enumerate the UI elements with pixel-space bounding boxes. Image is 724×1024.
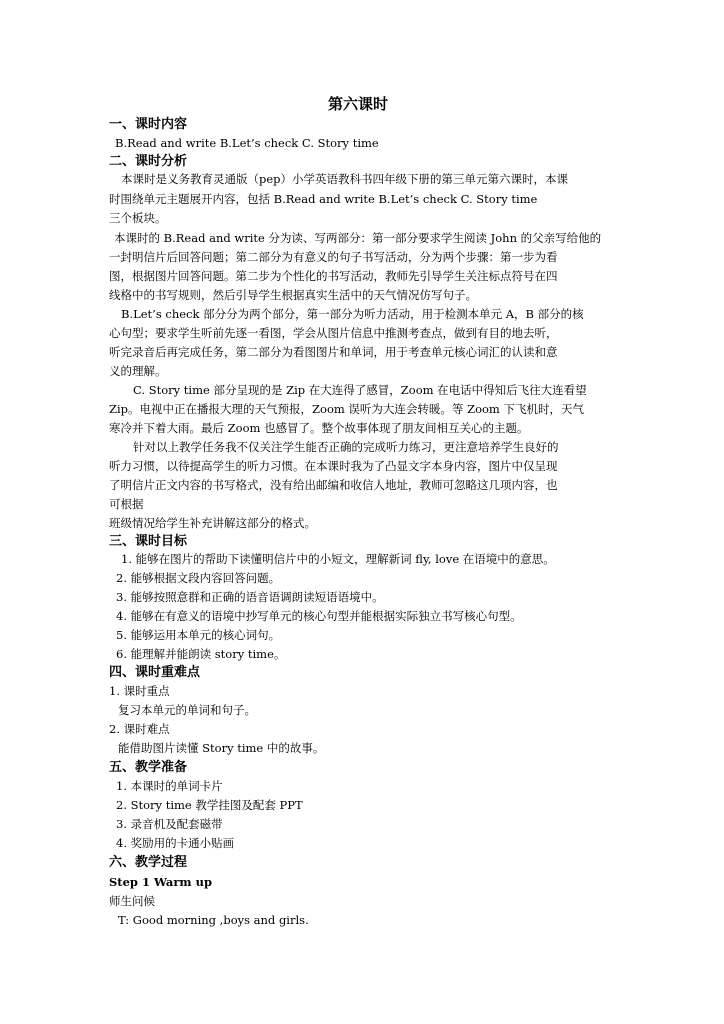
list-item: 6. 能理解并能朗读 story time。 <box>116 647 286 661</box>
paragraph-line: 三个板块。 <box>109 211 167 225</box>
paragraph-line: 寒冷并下着大雨。最后 Zoom 也感冒了。整个故事体现了朋友间相互关心的主题。 <box>109 421 529 435</box>
paragraph-line: 班级情况给学生补充讲解这部分的格式。 <box>109 516 316 530</box>
section-heading-content: 一、课时内容 <box>109 117 188 132</box>
list-item: 1. 本课时的单词卡片 <box>116 779 223 793</box>
list-item: 1. 能够在图片的帮助下读懂明信片中的小短文，理解新词 fly, love 在语境中的意思。 <box>121 552 555 566</box>
paragraph-line: 可根据 <box>109 497 144 511</box>
paragraph-line: Zip。电视中正在播报大理的天气预报，Zoom 误听为大连会转暖。等 Zoom 下飞机时，天气 <box>109 402 584 416</box>
paragraph-line: 本课时是义务教育灵通版（pep）小学英语教科书四年级下册的第三单元第六课时，本课 <box>121 172 569 186</box>
paragraph-line: 时围绕单元主题展开内容，包括 B.Read and write B.Let’s check C. Story time <box>109 192 538 206</box>
section-heading-process: 六、教学过程 <box>109 855 188 870</box>
paragraph-line: 了明信片正文内容的书写格式，没有给出邮编和收信人地址，教师可忽略这几项内容，也 <box>109 478 558 492</box>
list-item: 2. Story time 教学挂图及配套 PPT <box>116 798 303 812</box>
paragraph-line: 针对以上教学任务我不仅关注学生能否正确的完成听力练习，更注意培养学生良好的 <box>133 440 559 454</box>
paragraph-line: 线格中的书写规则，然后引导学生根据真实生活中的天气情况仿写句子。 <box>109 288 477 302</box>
section-heading-analysis: 二、课时分析 <box>109 154 188 169</box>
paragraph-line: C. Story time 部分呈现的是 Zip 在大连得了感冒，Zoom 在电话中得知后飞往大连看望 <box>133 383 587 397</box>
list-item: 1. 课时重点 <box>109 684 170 698</box>
paragraph-line: B.Read and write B.Let’s check C. Story time <box>115 136 379 150</box>
paragraph-line: T: Good morning ,boys and girls. <box>118 913 309 927</box>
page-title: 第六课时 <box>328 95 389 113</box>
list-item: 复习本单元的单词和句子。 <box>118 703 256 717</box>
paragraph-line: 图，根据图片回答问题。第二步为个性化的书写活动，教师先引导学生关注标点符号在四 <box>109 269 558 283</box>
paragraph-line: 本课时的 B.Read and write 分为读、写两部分：第一部分要求学生阅读 John 的父亲写给他的 <box>114 231 602 245</box>
list-item: 2. 课时难点 <box>109 722 170 736</box>
step-heading: Step 1 Warm up <box>109 875 212 889</box>
section-heading-preparation: 五、教学准备 <box>109 760 188 775</box>
list-item: 能借助图片读懂 Story time 中的故事。 <box>118 741 325 755</box>
list-item: 3. 录音机及配套磁带 <box>116 817 223 831</box>
paragraph-line: 听完录音后再完成任务，第二部分为看图图片和单词，用于考查单元核心词汇的认读和意 <box>109 345 558 359</box>
paragraph-line: 心句型；要求学生听前先逐一看图，学会从图片信息中推测考查点，做到有目的地去听， <box>109 326 558 340</box>
list-item: 3. 能够按照意群和正确的语音语调朗读短语语境中。 <box>116 590 384 604</box>
paragraph-line: B.Let’s check 部分分为两个部分，第一部分为听力活动，用于检测本单元 A，B 部分的核 <box>121 307 584 321</box>
paragraph-line: 一封明信片后回答问题；第二部分为有意义的句子书写活动，分为两个步骤：第一步为看 <box>109 250 558 264</box>
list-item: 4. 能够在有意义的语境中抄写单元的核心句型并能根据实际独立书写核心句型。 <box>116 609 522 623</box>
section-heading-objectives: 三、课时目标 <box>109 534 188 549</box>
paragraph-line: 师生问候 <box>109 894 155 908</box>
list-item: 4. 奖励用的卡通小贴画 <box>116 836 235 850</box>
list-item: 2. 能够根据文段内容回答问题。 <box>116 571 281 585</box>
paragraph-line: 义的理解。 <box>109 364 167 378</box>
list-item: 5. 能够运用本单元的核心词句。 <box>116 628 281 642</box>
paragraph-line: 听力习惯，以待提高学生的听力习惯。在本课时我为了凸显文字本身内容，图片中仅呈现 <box>109 459 558 473</box>
section-heading-key-points: 四、课时重难点 <box>109 665 201 680</box>
